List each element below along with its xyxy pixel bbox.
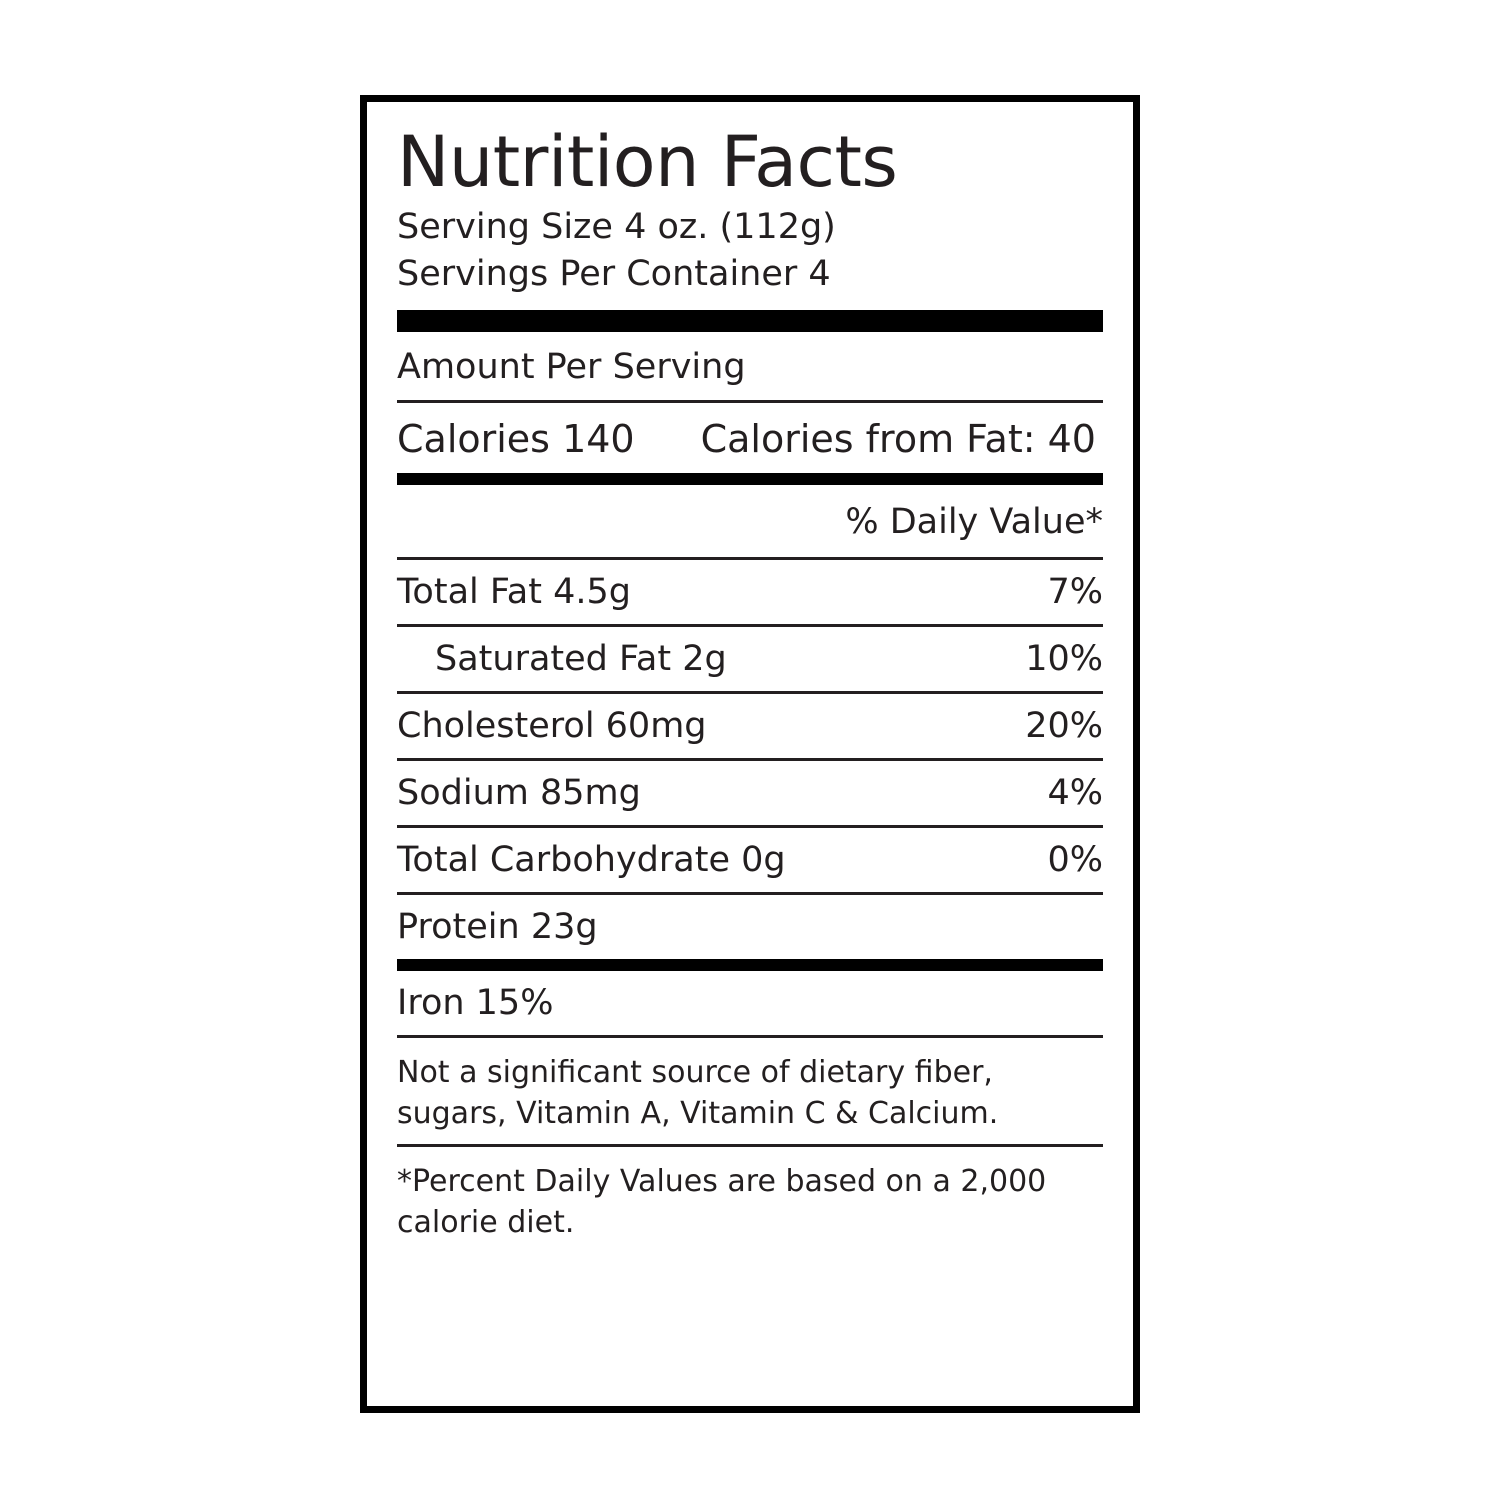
not-significant-source-note: Not a significant source of dietary fiber, sugars, Vitamin A, Vitamin C & Calcium. <box>397 1055 999 1131</box>
table-row <box>397 828 1103 892</box>
daily-value-header: % Daily Value* <box>845 502 1103 542</box>
nutrient-name: Sodium 85mg <box>397 773 641 813</box>
nutrient-name: Saturated Fat 2g <box>435 639 727 679</box>
divider-thick-top <box>397 310 1103 332</box>
nutrient-name: Cholesterol 60mg <box>397 706 707 746</box>
nutrient-daily-value: 7% <box>1047 572 1103 612</box>
nutrition-facts-content <box>397 120 1103 1253</box>
table-row <box>397 627 1103 691</box>
serving-size-text: Serving Size 4 oz. (112g) <box>397 207 836 247</box>
nutrient-name: Total Fat 4.5g <box>397 572 631 612</box>
nutrient-name: Protein 23g <box>397 907 598 947</box>
divider-medium-1 <box>397 473 1103 485</box>
nutrient-daily-value: 4% <box>1047 773 1103 813</box>
vitamin-name: Iron 15% <box>397 983 554 1023</box>
amount-per-serving-label: Amount Per Serving <box>397 347 746 387</box>
table-row <box>397 971 1103 1035</box>
page-title: Nutrition Facts <box>397 121 898 203</box>
calories-value: Calories 140 <box>397 417 635 461</box>
nutrient-daily-value: 0% <box>1047 840 1103 880</box>
table-row <box>397 560 1103 624</box>
calories-from-fat-value: Calories from Fat: 40 <box>700 417 1096 461</box>
nutrient-daily-value: 10% <box>1025 639 1103 679</box>
servings-per-container-text: Servings Per Container 4 <box>397 254 831 294</box>
divider-medium-2 <box>397 959 1103 971</box>
calories-row <box>397 403 1103 473</box>
nutrient-name: Total Carbohydrate 0g <box>397 840 786 880</box>
nutrition-facts-panel <box>360 95 1140 1413</box>
table-row <box>397 761 1103 825</box>
daily-value-footnote: *Percent Daily Values are based on a 2,000 calorie diet. <box>397 1164 1047 1240</box>
nutrient-daily-value: 20% <box>1025 706 1103 746</box>
table-row <box>397 895 1103 959</box>
table-row <box>397 694 1103 758</box>
